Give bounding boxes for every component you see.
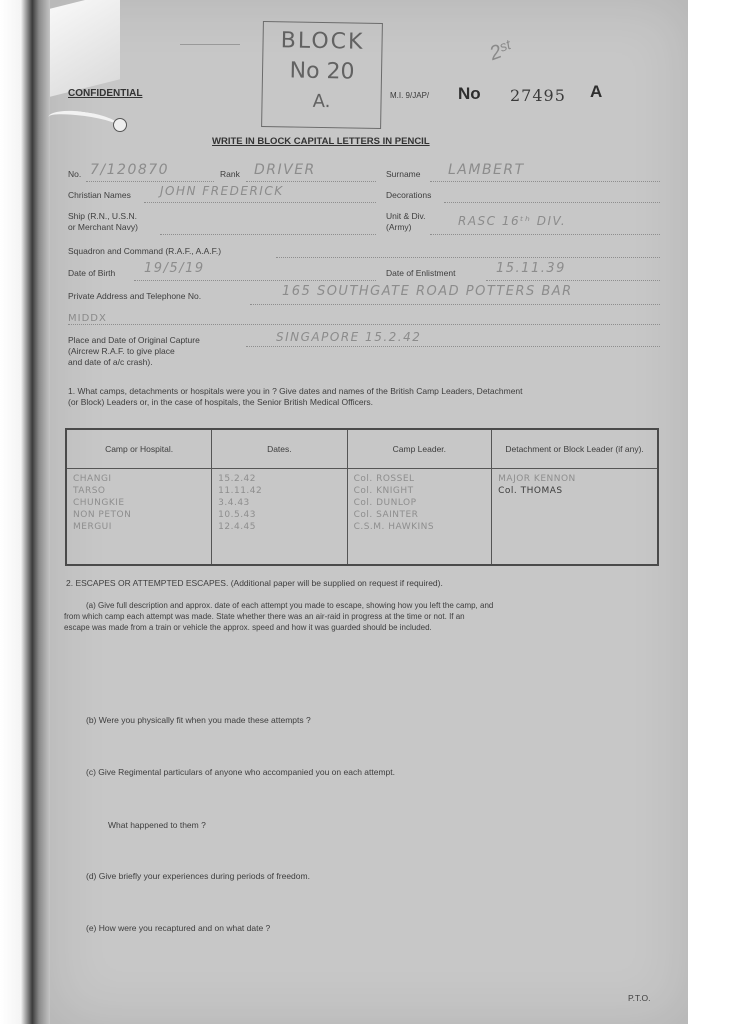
form-suffix: A bbox=[590, 82, 603, 101]
squadron-label: Squadron and Command (R.A.F., A.A.F.) bbox=[68, 246, 222, 256]
unit-label-1: Unit & Div. bbox=[386, 211, 426, 221]
surname-value: LAMBERT bbox=[448, 162, 525, 178]
block-stamp bbox=[261, 21, 383, 129]
header-camp-leader: Camp Leader. bbox=[347, 429, 492, 469]
form-reference: M.I. 9/JAP/ bbox=[390, 91, 430, 100]
corner-pencil-note: 2ˢᵗ bbox=[486, 37, 515, 66]
leader-entry: Col. SAINTER bbox=[353, 510, 419, 520]
ship-label-1: Ship (R.N., U.S.N. bbox=[68, 211, 137, 221]
dates-column bbox=[212, 469, 347, 566]
unit-label-2: (Army) bbox=[386, 222, 412, 232]
form-number: 27495 bbox=[510, 86, 566, 105]
stamp-line-3: A. bbox=[312, 90, 331, 113]
date-entry: 10.5.43 bbox=[218, 510, 257, 520]
form-sheet bbox=[50, 0, 688, 1024]
capture-value: SINGAPORE 15.2.42 bbox=[276, 330, 422, 344]
question-1-line-2: (or Block) Leaders or, in the case of hospitals, the Senior British Medical Officers. bbox=[68, 397, 374, 407]
rank-label: Rank bbox=[220, 169, 240, 179]
punch-hole bbox=[113, 118, 127, 132]
leader-entry: Col. ROSSEL bbox=[353, 474, 415, 484]
service-number-value: 7/120870 bbox=[90, 162, 170, 178]
camp-entry: TARSO bbox=[73, 486, 106, 496]
confidential-label: CONFIDENTIAL bbox=[68, 88, 143, 99]
dob-value: 19/5/19 bbox=[144, 261, 205, 276]
question-2c: (c) Give Regimental particulars of anyone who accompanied you on each attempt. bbox=[86, 767, 395, 777]
camp-column bbox=[66, 469, 212, 566]
leader-entry: Col. DUNLOP bbox=[353, 498, 417, 508]
scan-binding-edge bbox=[0, 0, 52, 1024]
camp-entry: CHUNGKIE bbox=[73, 498, 125, 508]
header-detachment-leader: Detachment or Block Leader (if any). bbox=[492, 429, 658, 469]
question-2e: (e) How were you recaptured and on what date ? bbox=[86, 923, 271, 933]
leader-entry: C.S.M. HAWKINS bbox=[353, 522, 435, 532]
pencil-stroke bbox=[180, 44, 240, 45]
pto-label: P.T.O. bbox=[628, 993, 651, 1003]
capture-label-1: Place and Date of Original Capture bbox=[68, 335, 200, 345]
date-entry: 11.11.42 bbox=[218, 486, 263, 496]
question-1-line-1: 1. What camps, detachments or hospitals were you in ? Give dates and names of the British Camp Leaders, Detachment bbox=[68, 386, 523, 396]
question-2b: (b) Were you physically fit when you made these attempts ? bbox=[86, 715, 311, 725]
camp-entry: NON PETON bbox=[73, 510, 132, 520]
header-camp: Camp or Hospital. bbox=[66, 429, 212, 469]
stamp-line-1: BLOCK bbox=[280, 28, 365, 55]
header-dates: Dates. bbox=[212, 429, 347, 469]
address-value-2: MIDDX bbox=[68, 313, 107, 324]
question-2d: (d) Give briefly your experiences during periods of freedom. bbox=[86, 871, 310, 881]
date-entry: 3.4.43 bbox=[218, 498, 250, 508]
decorations-label: Decorations bbox=[386, 190, 432, 200]
date-entry: 15.2.42 bbox=[218, 474, 257, 484]
enlistment-label: Date of Enlistment bbox=[386, 268, 456, 278]
capture-label-2: (Aircrew R.A.F. to give place bbox=[68, 346, 175, 356]
stamp-line-2: No 20 bbox=[289, 58, 355, 85]
address-value-1: 165 SOUTHGATE ROAD POTTERS BAR bbox=[282, 284, 573, 299]
address-label: Private Address and Telephone No. bbox=[68, 291, 202, 301]
camp-entry: MERGUI bbox=[73, 522, 112, 532]
leader-entry: Col. KNIGHT bbox=[353, 486, 414, 496]
rank-value: DRIVER bbox=[254, 162, 316, 178]
date-entry: 12.4.45 bbox=[218, 522, 257, 532]
christian-names-label: Christian Names bbox=[68, 190, 131, 200]
camp-table bbox=[65, 428, 659, 566]
dob-label: Date of Birth bbox=[68, 268, 116, 278]
question-2a-line-3: escape was made from a train or vehicle the approx. speed and how it was guarded should be included. bbox=[64, 623, 432, 632]
question-2a-line-2: from which camp each attempt was made. State whether there was an air-raid in progress at the time or not. If an bbox=[64, 612, 465, 621]
enlistment-value: 15.11.39 bbox=[496, 261, 566, 276]
question-2c-followup: What happened to them ? bbox=[108, 820, 206, 830]
paper-tag bbox=[50, 0, 120, 97]
ship-label-2: or Merchant Navy) bbox=[68, 222, 138, 232]
question-2-title: 2. ESCAPES OR ATTEMPTED ESCAPES. (Additional paper will be supplied on request if required). bbox=[66, 578, 443, 588]
detachment-entry: MAJOR KENNON bbox=[498, 474, 576, 484]
tag-string bbox=[47, 107, 121, 137]
leader-column bbox=[347, 469, 492, 566]
detachment-entry: Col. THOMAS bbox=[498, 486, 563, 496]
no-label: No. bbox=[68, 169, 82, 179]
capture-label-3: and date of a/c crash). bbox=[68, 357, 153, 367]
unit-value: RASC 16ᵗʰ DIV. bbox=[458, 214, 567, 228]
question-2a-line-1: (a) Give full description and approx. date of each attempt you made to escape, showing how you left the camp, and bbox=[86, 601, 494, 610]
detachment-column bbox=[492, 469, 658, 566]
christian-names-value: JOHN FREDERICK bbox=[160, 184, 284, 198]
surname-label: Surname bbox=[386, 169, 421, 179]
number-prefix: No bbox=[458, 84, 481, 103]
instruction-heading: WRITE IN BLOCK CAPITAL LETTERS IN PENCIL bbox=[212, 136, 430, 147]
camp-entry: CHANGI bbox=[73, 474, 112, 484]
